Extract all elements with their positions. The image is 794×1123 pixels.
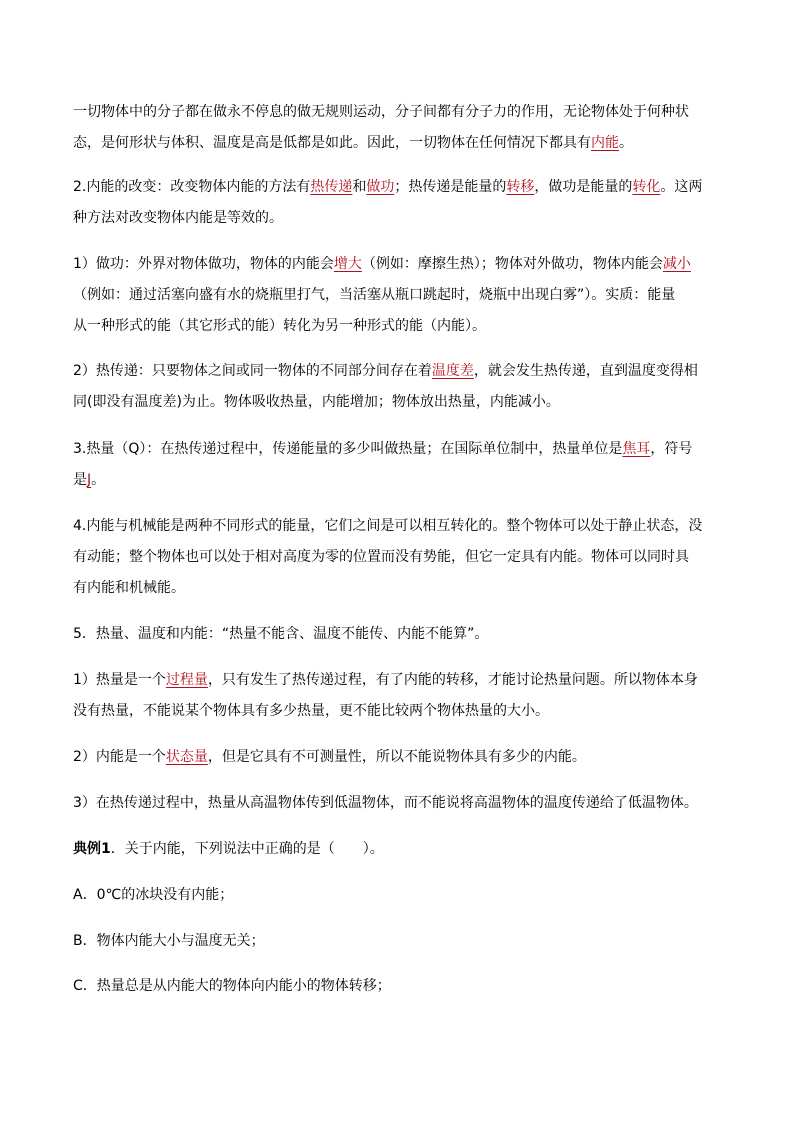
- text-line: 从一种形式的能（其它形式的能）转化为另一种形式的能（内能）。: [73, 318, 486, 334]
- option-text: C．热量总是从内能大的物体向内能小的物体转移；: [73, 978, 391, 994]
- text-line: 3.热量（Q）：在热传递过程中，传递能量的多少叫做热量；在国际单位制中，热量单位是焦耳，符号: [73, 441, 693, 457]
- paragraph-heat-transfer: [73, 356, 725, 418]
- paragraph-state-quantity: [73, 742, 725, 773]
- text-line: 种方法对改变物体内能是等效的。: [73, 210, 283, 226]
- text-line: 有动能；整个物体也可以处于相对高度为零的位置而没有势能，但它一定具有内能。物体可以同时具: [73, 549, 689, 565]
- text-line: 5．热量、温度和内能：“热量不能含、温度不能传、内能不能算”。: [73, 626, 489, 642]
- example-label: 典例1: [73, 841, 111, 857]
- paragraph-internal-vs-mechanical: [73, 511, 725, 604]
- keyword-internal-energy: 内能: [591, 135, 619, 151]
- text-line: 态，是何形状与体积、温度是高是低都是如此。因此，一切物体在任何情况下都具有内能。: [73, 135, 633, 151]
- text-line: 1）热量是一个过程量，只有发生了热传递过程，有了内能的转移，才能讨论热量问题。所以物体本身: [73, 672, 698, 688]
- option-b: [73, 926, 725, 957]
- paragraph-molecular-motion: [73, 97, 725, 159]
- paragraph-heat-temperature-energy: [73, 619, 725, 650]
- text-line: 一切物体中的分子都在做永不停息的做无规则运动，分子间都有分子力的作用，无论物体处于何种状: [73, 104, 689, 120]
- text-line: 2）热传递：只要物体之间或同一物体的不同部分间存在着温度差，就会发生热传递，直到温度变得相: [73, 363, 698, 379]
- keyword-temperature-difference: 温度差: [431, 363, 474, 379]
- keyword-conversion: 转化: [632, 179, 661, 195]
- keyword-joule: 焦耳: [622, 441, 651, 457]
- paragraph-heat-flow: [73, 788, 725, 819]
- option-c: [73, 971, 725, 1002]
- paragraph-heat-quantity: [73, 434, 725, 496]
- text-line: （例如：通过活塞向盛有水的烧瓶里打气，当活塞从瓶口跳起时，烧瓶中出现白雾”）。实质：能量: [73, 287, 676, 303]
- text-line: 2）内能是一个状态量，但是它具有不可测量性，所以不能说物体具有多少的内能。: [73, 749, 586, 765]
- text-line: 没有热量，不能说某个物体具有多少热量，更不能比较两个物体热量的大小。: [73, 703, 549, 719]
- text-line: 4.内能与机械能是两种不同形式的能量，它们之间是可以相互转化的。整个物体可以处于静止状态，没: [73, 518, 703, 534]
- keyword-decrease: 减小: [662, 256, 691, 272]
- text-line: 3）在热传递过程中，热量从高温物体传到低温物体，而不能说将高温物体的温度传递给了低温物体。: [73, 795, 698, 811]
- paragraph-process-quantity: [73, 665, 725, 727]
- option-a: [73, 880, 725, 911]
- option-text: A．0℃的冰块没有内能；: [73, 887, 234, 903]
- text-line: 同(即没有温度差)为止。物体吸收热量，内能增加；物体放出热量，内能减小。: [73, 394, 560, 410]
- keyword-heat-transfer: 热传递: [310, 179, 353, 195]
- text-line: 2.内能的改变：改变物体内能的方法有热传递和做功；热传递是能量的转移，做功是能量的转化。这两: [73, 179, 703, 195]
- keyword-symbol-j: J: [87, 472, 92, 488]
- text-line: [73, 834, 725, 865]
- option-text: B．物体内能大小与温度无关；: [73, 933, 265, 949]
- keyword-work: 做功: [366, 179, 395, 195]
- keyword-process-quantity: 过程量: [165, 672, 208, 688]
- example-question: [73, 834, 725, 865]
- text-line: 是J。: [73, 472, 106, 488]
- paragraph-change-of-internal-energy: [73, 172, 725, 234]
- question-text: ．关于内能，下列说法中正确的是（ ）。: [110, 841, 384, 857]
- text-line: 1）做功：外界对物体做功，物体的内能会增大（例如：摩擦生热）；物体对外做功，物体内能会减小: [73, 256, 691, 272]
- text-line: 有内能和机械能。: [73, 580, 185, 596]
- keyword-transfer: 转移: [506, 179, 535, 195]
- keyword-increase: 增大: [333, 256, 362, 272]
- keyword-state-quantity: 状态量: [165, 749, 208, 765]
- paragraph-doing-work: [73, 249, 725, 342]
